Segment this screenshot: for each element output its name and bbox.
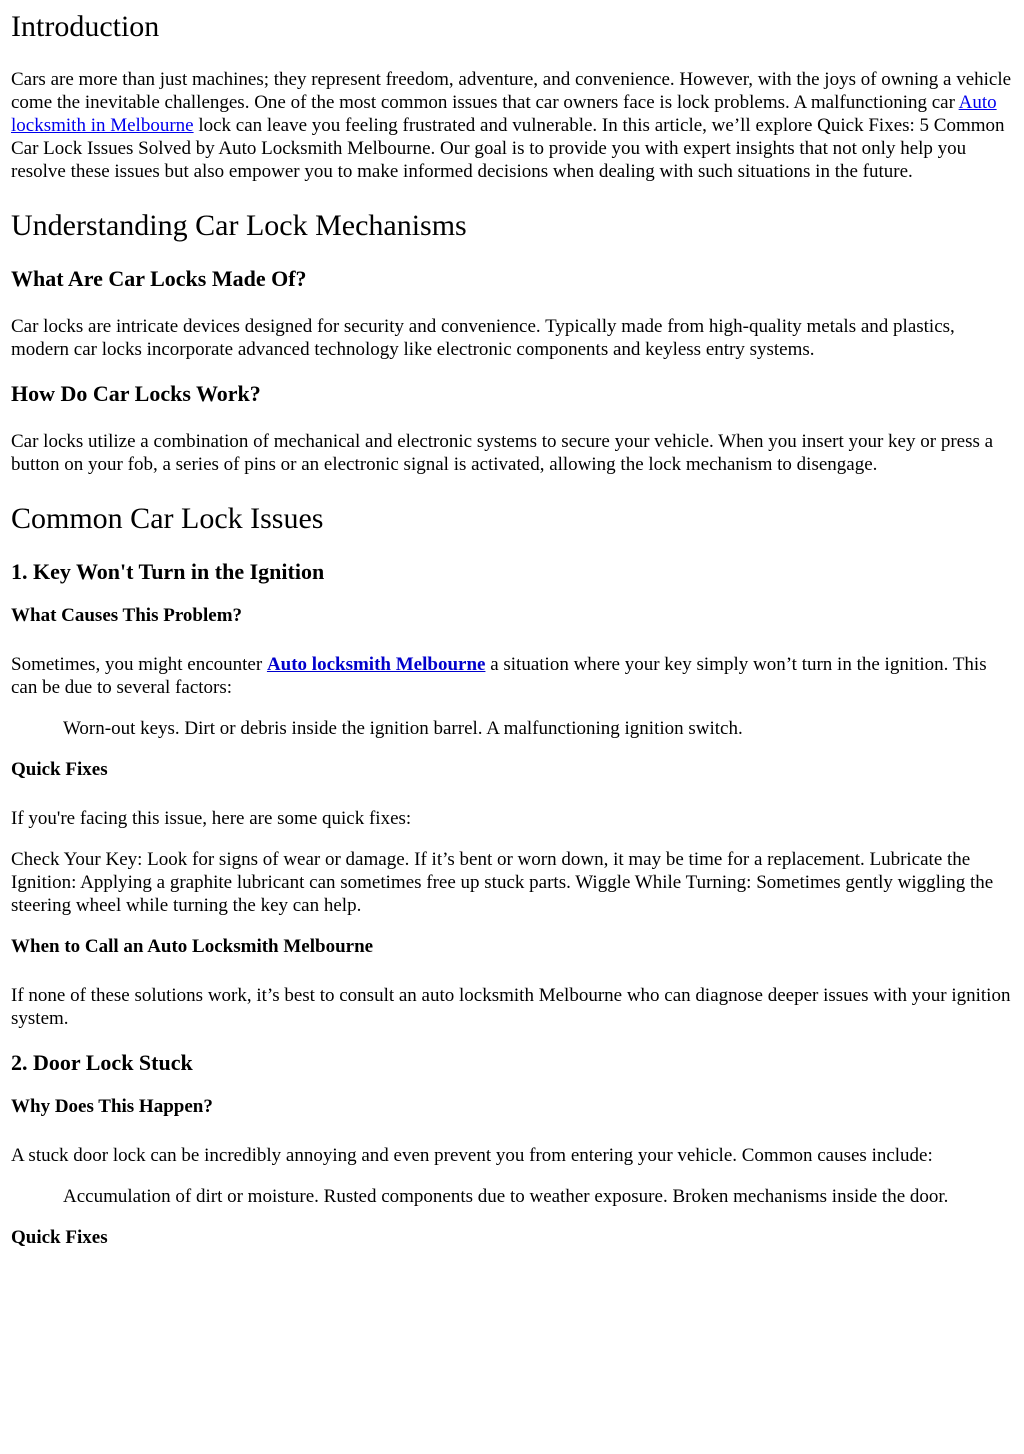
issue1-causes-part2: a situation where your key simply won’t turn in the ignition. This can be due to several factors: [11,654,987,698]
issue2-fixes-heading: Quick Fixes [11,1227,108,1248]
auto-locksmith-in-melbourne-link[interactable]: Auto locksmith in Melbourne [11,92,997,136]
issue1-causes-paragraph [11,653,1012,699]
intro-heading: Introduction [11,10,160,43]
issue2-why-text: A stuck door lock can be incredibly annoying and even prevent you from entering your vehicle. Common causes include: [11,1145,933,1166]
issue1-causes-heading: What Causes This Problem? [11,605,243,626]
made-of-heading: What Are Car Locks Made Of? [11,266,307,291]
issue2-why-heading: Why Does This Happen? [11,1096,213,1117]
how-work-text: Car locks utilize a combination of mechanical and electronic systems to secure your vehicle. When you insert your key or press a button on your fob, a series of pins or an electronic signal is activated, allowing the lock mechanism to disengage. [11,431,994,475]
how-work-heading: How Do Car Locks Work? [11,381,261,406]
issue1-causes-part1: Sometimes, you might encounter [11,654,267,675]
issue2-why-list: Accumulation of dirt or moisture. Rusted components due to weather exposure. Broken mechanisms inside the door. [63,1186,949,1207]
issue1-causes-list: Worn-out keys. Dirt or debris inside the ignition barrel. A malfunctioning ignition switch. [63,718,743,739]
document-page [0,8,1024,1250]
issues-heading: Common Car Lock Issues [11,502,324,535]
made-of-text: Car locks are intricate devices designed for security and convenience. Typically made from high-quality metals and plastics, modern car locks incorporate advanced technology like electronic components and keyless entry systems. [11,316,955,360]
issue1-fixes-intro: If you're facing this issue, here are some quick fixes: [11,808,412,829]
issue1-call-heading: When to Call an Auto Locksmith Melbourne [11,936,374,957]
issue1-heading: 1. Key Won't Turn in the Ignition [11,559,325,584]
issue2-heading: 2. Door Lock Stuck [11,1050,193,1075]
issue1-fixes-text: Check Your Key: Look for signs of wear or damage. If it’s bent or worn down, it may be time for a replacement. Lubricate the Ignition: Applying a graphite lubricant can sometimes free up stuck parts. Wiggle While Turning: Sometimes gently wiggling the steering wheel while turning the key can help. [11,849,994,916]
mechanisms-heading: Understanding Car Lock Mechanisms [11,209,467,242]
intro-text-part2: lock can leave you feeling frustrated and vulnerable. In this article, we’ll explore Quick Fixes: 5 Common Car Lock Issues Solved by Auto Locksmith Melbourne. Our goal is to provide you with expert insights that not only help you resolve these issues but also empower you to make informed decisions when dealing with such situations in the future. [11,115,1005,182]
intro-paragraph [11,68,1012,183]
auto-locksmith-melbourne-link[interactable]: Auto locksmith Melbourne [266,654,486,675]
intro-text-part1: Cars are more than just machines; they represent freedom, adventure, and convenience. However, with the joys of owning a vehicle come the inevitable challenges. One of the most common issues that car owners face is lock problems. A malfunctioning car [11,69,1012,113]
issue1-fixes-heading: Quick Fixes [11,759,108,780]
issue1-call-text: If none of these solutions work, it’s best to consult an auto locksmith Melbourne who can diagnose deeper issues with your ignition system. [11,985,1011,1029]
